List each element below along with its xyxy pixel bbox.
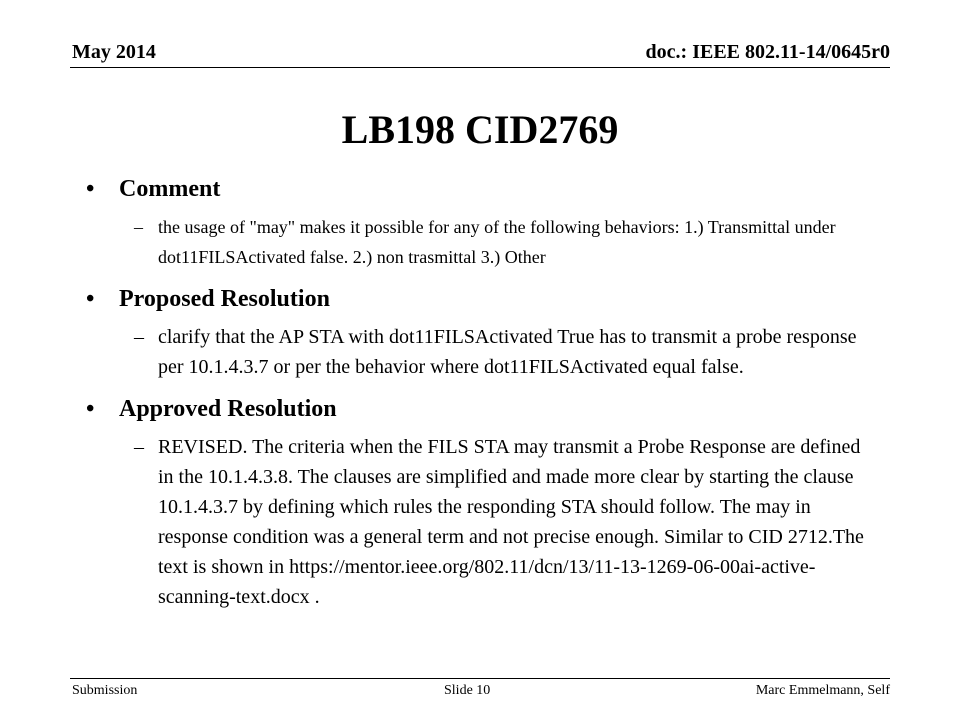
section-approved-resolution [86, 392, 876, 426]
dash-icon: – [134, 436, 144, 458]
comment-text: the usage of "may" makes it possible for any of the following behaviors: 1.) Transmittal under dot11FILSActivated false. 2.) non trasmittal 3.) Other [158, 217, 836, 267]
section-proposed-resolution [86, 282, 876, 316]
footer-author: Marc Emmelmann, Self [755, 683, 890, 698]
slide-title: LB198 CID2769 [341, 107, 619, 152]
header-date: May 2014 [72, 41, 156, 63]
bullet-icon: • [86, 176, 95, 202]
dash-icon: – [134, 217, 143, 237]
footer-divider [70, 678, 890, 679]
dash-icon: – [134, 326, 144, 348]
footer-submission: Submission [72, 683, 138, 698]
bullet-icon: • [86, 286, 95, 312]
proposed-resolution-text: clarify that the AP STA with dot11FILSActivated True has to transmit a probe response per 10.1.4.3.7 or per the behavior where dot11FILSActivated equal false. [158, 326, 857, 378]
bullet-icon: • [86, 396, 95, 422]
section-heading: Comment [119, 176, 221, 202]
approved-resolution-text: REVISED. The criteria when the FILS STA may transmit a Probe Response are defined in the 10.1.4.3.8. The clauses are simplified and made more clear by starting the clause 10.1.4.3.7 by defining which rules the responding STA should follow. The may in response condition was a general term and not precise enough. Similar to CID 2712.The text is shown in https://mentor.ieee.org/802.11/dcn/13/11-13-1269-06-00ai-active-scanning-text.docx . [158, 436, 864, 608]
header-doc-id: doc.: IEEE 802.11-14/0645r0 [645, 41, 890, 63]
section-heading: Approved Resolution [119, 396, 337, 422]
comment-text-block [86, 212, 876, 272]
slide-body [86, 172, 876, 612]
section-comment [86, 172, 876, 206]
proposed-resolution-text-block [86, 322, 876, 382]
header-divider [70, 67, 890, 68]
section-heading: Proposed Resolution [119, 286, 330, 312]
approved-resolution-text-block [86, 432, 876, 612]
footer-slide-number: Slide 10 [444, 683, 491, 698]
